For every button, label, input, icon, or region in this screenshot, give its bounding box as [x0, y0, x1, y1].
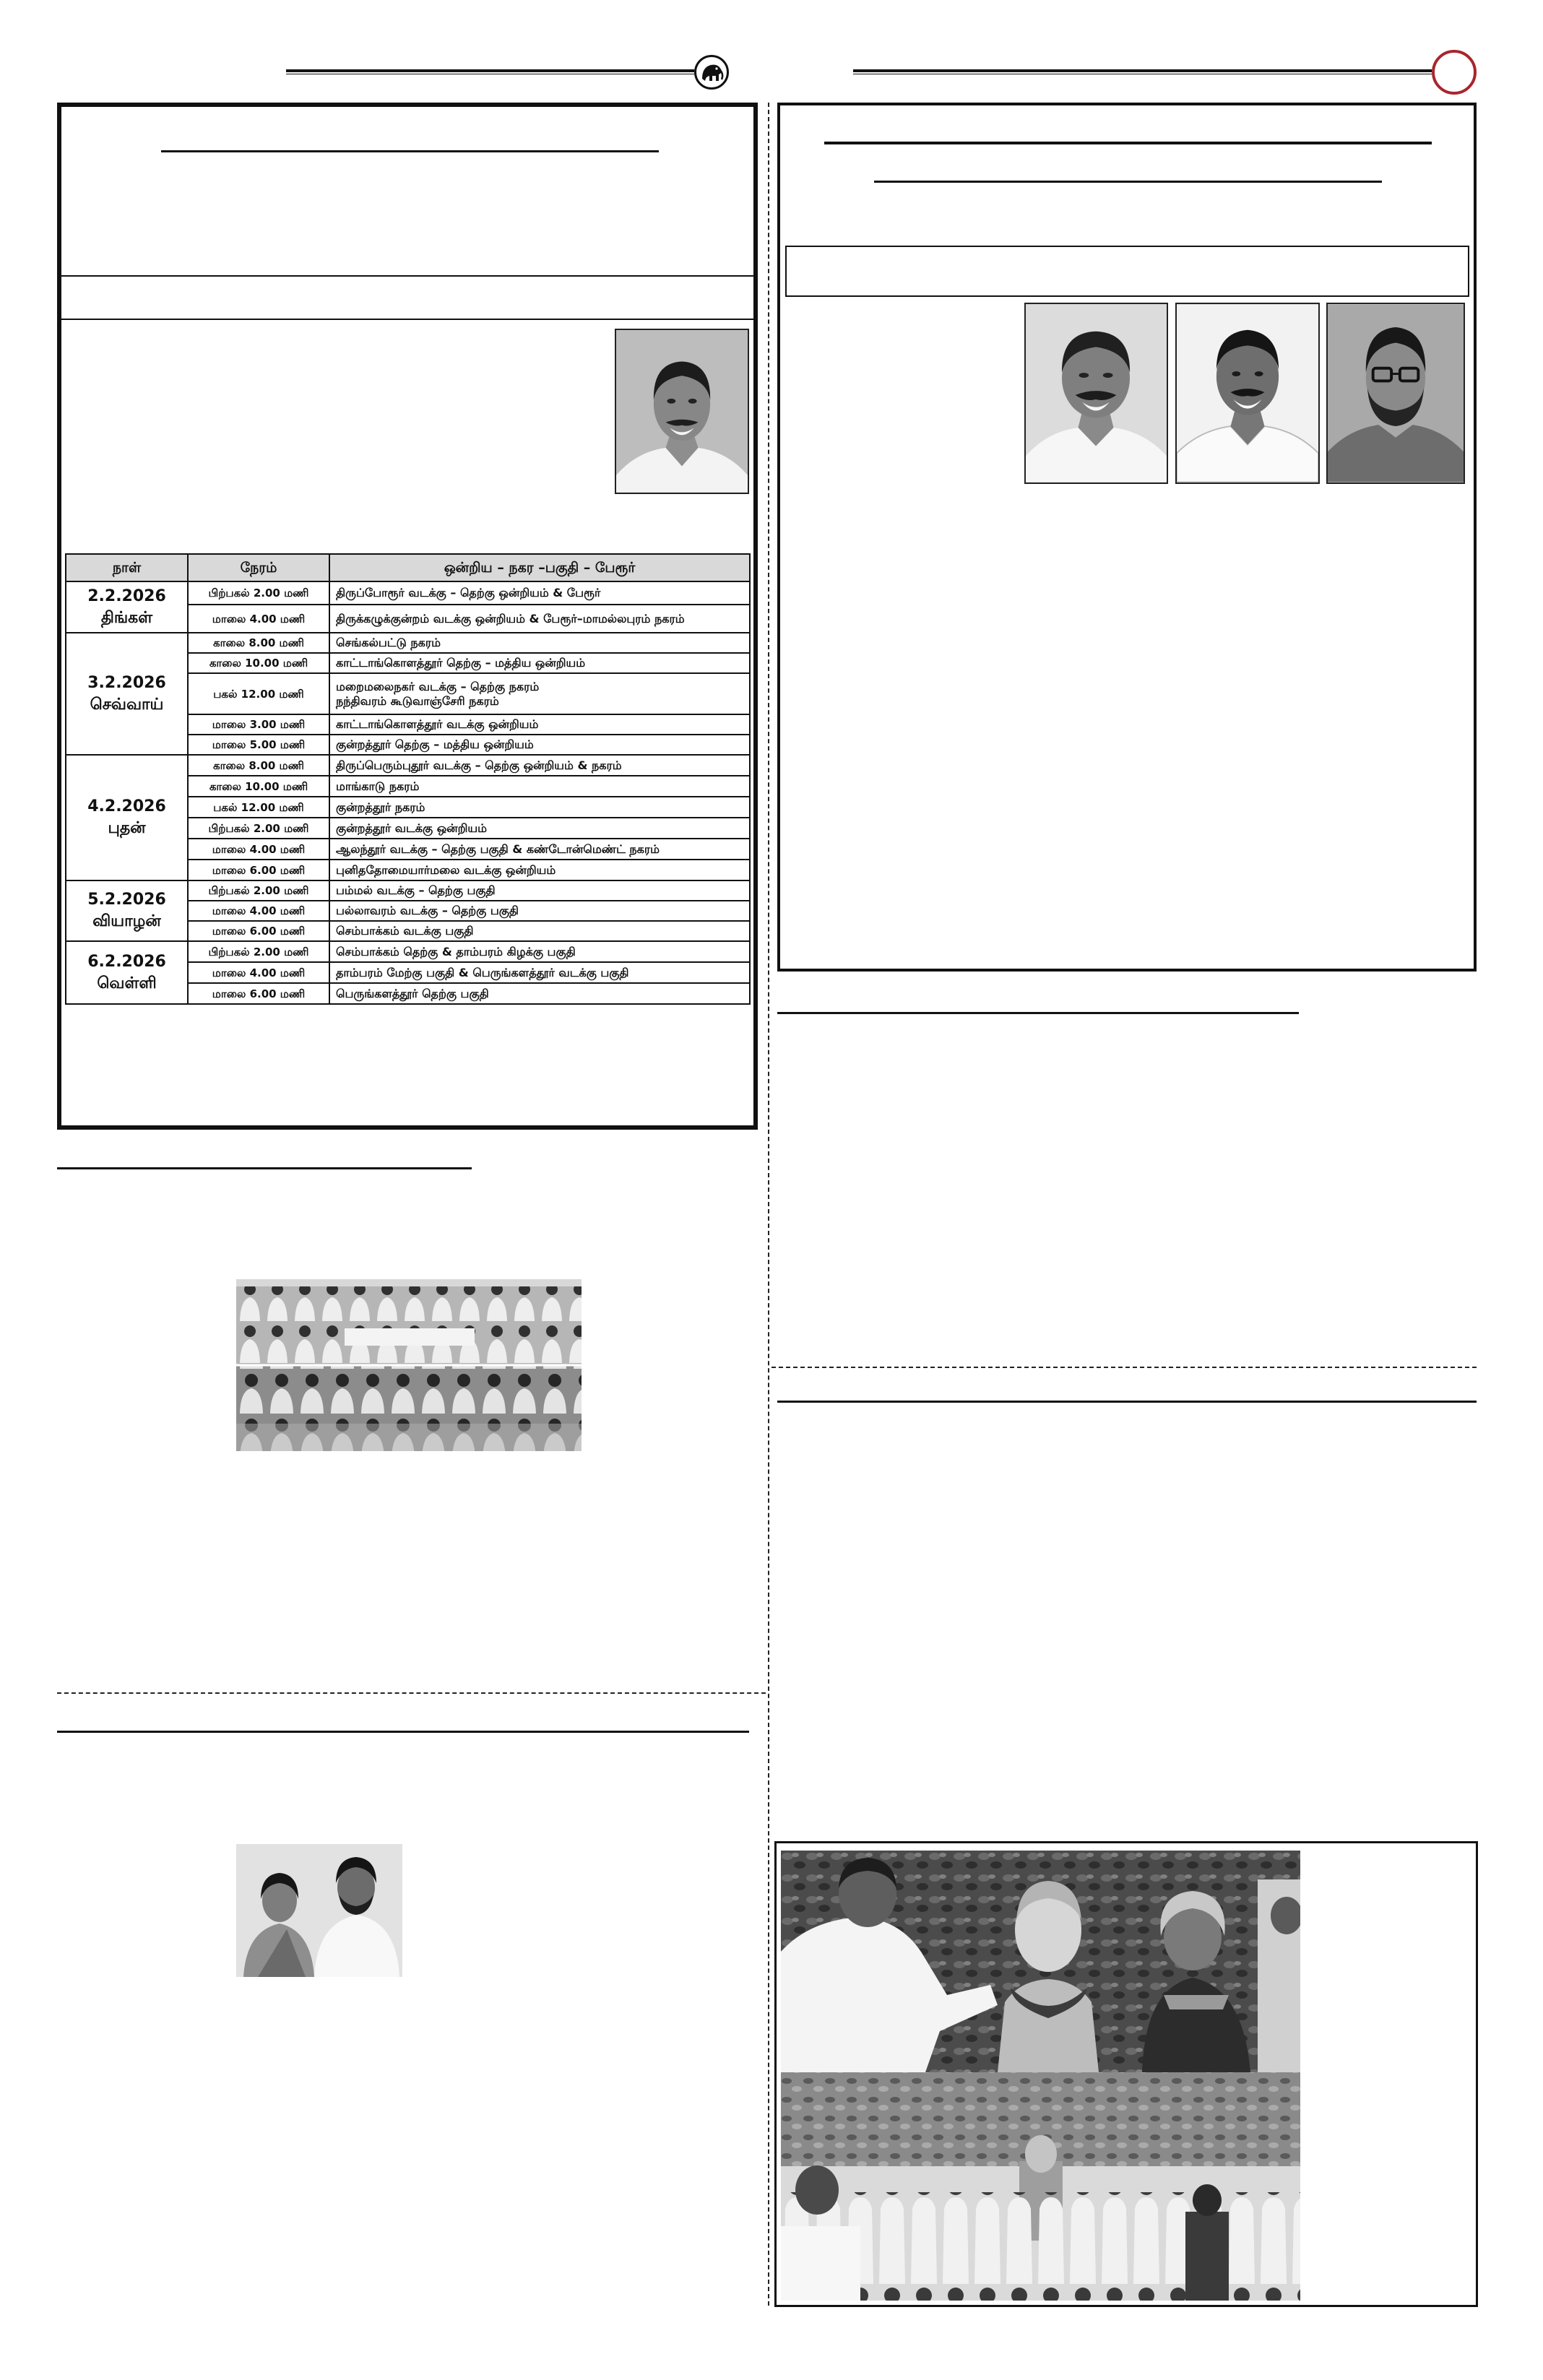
date-label: 4.2.2026 [87, 797, 166, 815]
date-cell [66, 941, 188, 1004]
table-header-date: நாள் [66, 554, 188, 581]
table-row [66, 755, 750, 776]
area-cell: செம்பாக்கம் வடக்கு பகுதி [329, 921, 750, 941]
schedule-table [65, 553, 751, 1005]
time-cell: மாலை 4.00 மணி [188, 901, 329, 921]
area-cell: புனிததோமையார்மலை வடக்கு ஒன்றியம் [329, 860, 750, 880]
time-cell: காலை 8.00 மணி [188, 755, 329, 776]
headline-underline [824, 142, 1432, 144]
subheadline-underline [874, 181, 1382, 183]
time-cell: பிற்பகல் 2.00 மணி [188, 581, 329, 605]
date-cell [66, 581, 188, 633]
section-rule [57, 1731, 749, 1733]
date-label: 5.2.2026 [87, 891, 166, 909]
date-cell [66, 880, 188, 941]
time-cell: பகல் 12.00 மணி [188, 673, 329, 714]
area-cell: பம்மல் வடக்கு – தெற்கு பகுதி [329, 880, 750, 901]
date-cell [66, 633, 188, 755]
time-cell: பகல் 12.00 மணி [188, 797, 329, 818]
area-cell: ஆலந்தூர் வடக்கு – தெற்கு பகுதி & கண்டோன்மெண்ட் நகரம் [329, 839, 750, 860]
table-header-row [66, 554, 750, 581]
area-cell: திருப்போரூர் வடக்கு – தெற்கு ஒன்றியம் & பேரூர் [329, 581, 750, 605]
time-cell: காலை 10.00 மணி [188, 776, 329, 797]
leader-portrait-photo [1175, 303, 1320, 484]
day-label: புதன் [108, 819, 146, 837]
date-cell [66, 755, 188, 880]
time-cell: காலை 8.00 மணி [188, 633, 329, 653]
area-cell [329, 673, 750, 714]
time-cell: மாலை 5.00 மணி [188, 735, 329, 755]
table-row [66, 941, 750, 962]
area-cell: காட்டாங்கொளத்தூர் தெற்கு – மத்திய ஒன்றியம் [329, 653, 750, 673]
day-label: வெள்ளி [97, 974, 157, 992]
statue-tribute-photo [781, 1851, 1300, 2301]
area-cell: செம்பாக்கம் தெற்கு & தாம்பரம் கிழக்கு பகுதி [329, 941, 750, 962]
subhead-band [785, 246, 1469, 297]
photo-feature-box [774, 1841, 1478, 2307]
section-divider-dashed [772, 1367, 1477, 1368]
area-line: நந்திவரம் கூடுவாஞ்சேரி நகரம் [336, 693, 499, 708]
time-cell: மாலை 6.00 மணி [188, 921, 329, 941]
table-row [66, 633, 750, 653]
time-cell: மாலை 3.00 மணி [188, 714, 329, 735]
section-rule [777, 1012, 1299, 1014]
date-label: 2.2.2026 [87, 587, 166, 605]
subhead-band-top [61, 275, 753, 277]
leader-portrait-photo [615, 329, 749, 494]
day-label: வியாழன் [92, 912, 161, 930]
time-cell: மாலை 4.00 மணி [188, 839, 329, 860]
time-cell: மாலை 6.00 மணி [188, 860, 329, 880]
crowd-meeting-photo [236, 1279, 582, 1451]
area-cell: குன்றத்தூர் நகரம் [329, 797, 750, 818]
page-number-badge [1432, 50, 1477, 95]
couple-portrait-photo [236, 1844, 402, 1977]
time-cell: மாலை 4.00 மணி [188, 962, 329, 983]
time-cell: மாலை 4.00 மணி [188, 605, 329, 633]
table-header-area: ஒன்றிய – நகர –பகுதி – பேரூர் [329, 554, 750, 581]
leader-portrait-photo [1024, 303, 1168, 484]
time-cell: பிற்பகல் 2.00 மணி [188, 941, 329, 962]
table-row [66, 880, 750, 901]
section-rule [57, 1167, 472, 1169]
headline-underline [161, 150, 659, 152]
emblem-icon [694, 55, 729, 90]
area-cell: பெருங்களத்தூர் தெற்கு பகுதி [329, 983, 750, 1004]
masthead-rule-left [286, 69, 694, 74]
area-cell: செங்கல்பட்டு நகரம் [329, 633, 750, 653]
time-cell: மாலை 6.00 மணி [188, 983, 329, 1004]
area-cell: தாம்பரம் மேற்கு பகுதி & பெருங்களத்தூர் வடக்கு பகுதி [329, 962, 750, 983]
news-box-right [777, 103, 1477, 972]
area-cell: மாங்காடு நகரம் [329, 776, 750, 797]
date-label: 6.2.2026 [87, 952, 166, 971]
table-header-time: நேரம் [188, 554, 329, 581]
area-cell: குன்றத்தூர் தெற்கு – மத்திய ஒன்றியம் [329, 735, 750, 755]
time-cell: பிற்பகல் 2.00 மணி [188, 880, 329, 901]
leader-portrait-photo [1326, 303, 1465, 484]
date-label: 3.2.2026 [87, 673, 166, 692]
area-line: மறைமலைநகர் வடக்கு – தெற்கு நகரம் [336, 680, 540, 694]
area-cell: திருக்கழுக்குன்றம் வடக்கு ஒன்றியம் & பேரூர்–மாமல்லபுரம் நகரம் [329, 605, 750, 633]
area-cell: பல்லாவரம் வடக்கு – தெற்கு பகுதி [329, 901, 750, 921]
area-cell: குன்றத்தூர் வடக்கு ஒன்றியம் [329, 818, 750, 839]
day-label: திங்கள் [100, 608, 153, 627]
masthead-rule-right [853, 69, 1432, 74]
schedule-announcement-box [57, 103, 758, 1130]
time-cell: காலை 10.00 மணி [188, 653, 329, 673]
subhead-band-bottom [61, 319, 753, 320]
time-cell: பிற்பகல் 2.00 மணி [188, 818, 329, 839]
column-divider [768, 103, 769, 2306]
area-cell: காட்டாங்கொளத்தூர் வடக்கு ஒன்றியம் [329, 714, 750, 735]
day-label: செவ்வாய் [90, 695, 164, 714]
section-rule [777, 1401, 1477, 1403]
area-cell: திருப்பெரும்புதூர் வடக்கு – தெற்கு ஒன்றியம் & நகரம் [329, 755, 750, 776]
table-row [66, 581, 750, 605]
section-divider-dashed [57, 1692, 766, 1694]
